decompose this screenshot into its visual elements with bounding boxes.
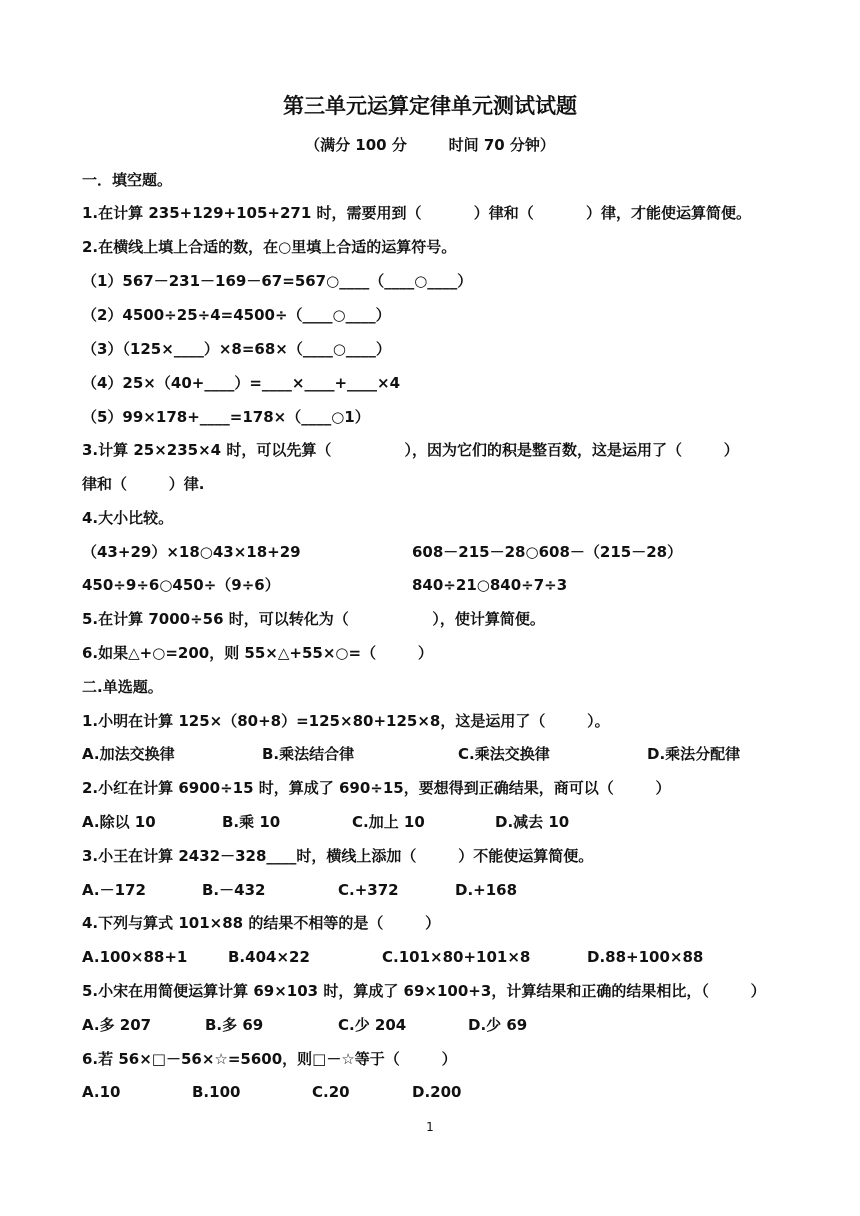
question-2-1-option-c: C.乘法交换律 xyxy=(458,745,550,763)
question-2-6-option-b: B.100 xyxy=(192,1083,241,1101)
question-1-2-part-5: （5）99×178+____=178×（____○1） xyxy=(82,408,370,426)
question-2-4-option-c: C.101×80+101×8 xyxy=(382,948,531,966)
compare-item-d: 840÷21○840÷7÷3 xyxy=(412,576,568,594)
question-1-4: 4.大小比较。 xyxy=(82,509,174,527)
question-2-5-option-b: B.多 69 xyxy=(205,1016,264,1034)
question-2-4: 4.下列与算式 101×88 的结果不相等的是（ ） xyxy=(82,914,441,932)
question-2-3: 3.小王在计算 2432－328____时，横线上添加（ ）不能使运算简便。 xyxy=(82,847,594,865)
question-2-6-option-c: C.20 xyxy=(312,1083,350,1101)
section-heading-fill-in: 一．填空题。 xyxy=(82,171,173,189)
section-heading-single-choice: 二.单选题。 xyxy=(82,678,163,696)
question-1-3-line-2: 律和（ ）律. xyxy=(82,475,205,493)
question-2-2-option-c: C.加上 10 xyxy=(352,813,425,831)
question-2-6: 6.若 56×□－56×☆=5600，则□－☆等于（ ） xyxy=(82,1050,457,1068)
question-1-2: 2.在横线上填上合适的数，在○里填上合适的运算符号。 xyxy=(82,238,457,256)
question-1-5: 5.在计算 7000÷56 时，可以转化为（ ），使计算简便。 xyxy=(82,610,545,628)
question-1-2-part-2: （2）4500÷25÷4=4500÷（____○____） xyxy=(82,306,391,324)
question-2-5-option-c: C.少 204 xyxy=(338,1016,407,1034)
question-1-2-part-4: （4）25×（40+____）=____×____+____×4 xyxy=(82,374,401,392)
question-2-5: 5.小宋在用简便运算计算 69×103 时，算成了 69×100+3，计算结果和正确的结果相比，（ ） xyxy=(82,982,766,1000)
question-2-5-option-d: D.少 69 xyxy=(468,1016,528,1034)
question-2-1-option-d: D.乘法分配律 xyxy=(647,745,741,763)
compare-item-b: 608－215－28○608－（215－28） xyxy=(412,543,683,561)
question-2-2: 2.小红在计算 6900÷15 时，算成了 690÷15，要想得到正确结果，商可以（ ） xyxy=(82,779,671,797)
question-2-5-option-a: A.多 207 xyxy=(82,1016,152,1034)
question-1-1: 1.在计算 235+129+105+271 时，需要用到（ ）律和（ ）律，才能使运算简便。 xyxy=(82,204,751,222)
question-1-2-part-1: （1）567－231－169－67=567○____（____○____） xyxy=(82,272,473,290)
question-2-3-option-c: C.+372 xyxy=(338,881,399,899)
question-2-2-option-b: B.乘 10 xyxy=(222,813,281,831)
compare-item-a: （43+29）×18○43×18+29 xyxy=(82,543,301,561)
question-2-1-option-b: B.乘法结合律 xyxy=(262,745,355,763)
question-2-1: 1.小明在计算 125×（80+8）=125×80+125×8，这是运用了（ ）。 xyxy=(82,712,610,730)
page-title: 第三单元运算定律单元测试试题 xyxy=(283,94,577,118)
question-1-2-part-3: （3）（125×____）×8=68×（____○____） xyxy=(82,340,391,358)
question-1-3-line-1: 3.计算 25×235×4 时，可以先算（ ），因为它们的积是整百数，这是运用了（ ） xyxy=(82,441,739,459)
compare-item-c: 450÷9÷6○450÷（9÷6） xyxy=(82,576,280,594)
question-2-6-option-a: A.10 xyxy=(82,1083,121,1101)
question-2-4-option-b: B.404×22 xyxy=(228,948,310,966)
question-2-3-option-b: B.－432 xyxy=(202,881,266,899)
question-2-6-option-d: D.200 xyxy=(412,1083,462,1101)
page-subtitle: （满分 100 分 时间 70 分钟） xyxy=(305,136,555,154)
question-2-1-option-a: A.加法交换律 xyxy=(82,745,175,763)
question-2-4-option-a: A.100×88+1 xyxy=(82,948,188,966)
question-2-3-option-a: A.－172 xyxy=(82,881,146,899)
page-number: 1 xyxy=(426,1120,434,1134)
question-1-6: 6.如果△+○=200，则 55×△+55×○=（ ） xyxy=(82,644,433,662)
question-2-2-option-d: D.减去 10 xyxy=(495,813,570,831)
question-2-4-option-d: D.88+100×88 xyxy=(587,948,704,966)
question-2-2-option-a: A.除以 10 xyxy=(82,813,156,831)
question-2-3-option-d: D.+168 xyxy=(455,881,518,899)
